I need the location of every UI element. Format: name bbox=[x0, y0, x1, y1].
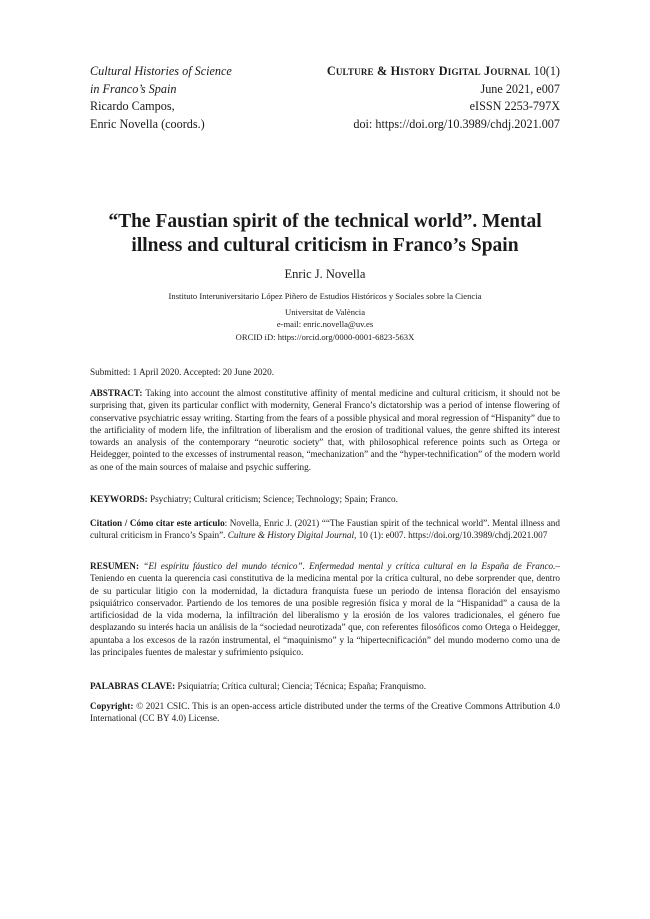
citation-text-2: 10 (1): e007. https://doi.org/10.3989/chdj.2021.007 bbox=[356, 530, 548, 541]
resumen-label: RESUMEN: bbox=[90, 561, 140, 571]
keywords-text: Psychiatry; Cultural criticism; Science; Technology; Spain; Franco. bbox=[149, 494, 398, 504]
author-affiliation bbox=[0, 290, 650, 343]
copyright bbox=[90, 700, 560, 725]
copyright-label: Copyright: bbox=[90, 701, 134, 711]
palabras-text: Psiquiatría; Crítica cultural; Ciencia; Técnica; España; Franquismo. bbox=[177, 681, 427, 691]
palabras-clave bbox=[90, 680, 560, 692]
submission-dates: Submitted: 1 April 2020. Accepted: 20 June 2020. bbox=[90, 367, 274, 377]
book-series-info bbox=[90, 63, 232, 133]
abstract bbox=[90, 387, 560, 473]
journal-name: Culture & History Digital Journal bbox=[326, 64, 531, 78]
author-email[interactable]: e-mail: enric.novella@uv.es bbox=[276, 319, 374, 330]
editor-name-2: Enric Novella (coords.) bbox=[90, 116, 205, 131]
institute: Instituto Interuniversitario López Piñero de Estudios Históricos y Sociales sobre la Ciencia bbox=[168, 291, 482, 301]
keywords bbox=[90, 493, 560, 505]
citation bbox=[90, 517, 560, 542]
title-line-1: “The Faustian spirit of the technical world”. Mental bbox=[108, 211, 542, 232]
series-title-line-2: in Franco’s Spain bbox=[90, 81, 177, 96]
university: Universitat de València bbox=[284, 307, 366, 318]
resumen-text: – Teniendo en cuenta la querencia casi constitutiva de la medicina mental por la crítica cultural, no debe sorprender que, dentro de su particular litigio con la modernidad, la dictadura franquista fuese un periodo de intensa floración del ensayismo psiquiátrico conservador. Partiendo de los temores de una posible regresión física y moral de la “Hispanidad” a causa de la artificiosidad de la vida moderna, la infiltración del liberalismo y la erosión de los valores tradicionales, el género fue desplazando su interés hacia un análisis de la “sociedad neurotizada” que, con referentes filosóficos como Ortega o Heidegger, apuntaba a los excesos de la razón instrumental, el “maquinismo” y la “hipertecnificación” del mundo moderno como una de las principales fuentes de malestar y sufrimiento psíquico. bbox=[90, 561, 561, 658]
keywords-label: KEYWORDS: bbox=[90, 494, 148, 504]
resumen bbox=[90, 560, 560, 658]
citation-label: Citation / Cómo citar este artículo bbox=[90, 518, 225, 528]
journal-info bbox=[327, 63, 560, 133]
citation-text-1: : Novella, Enric J. (2021) ““The Faustian spirit of the technical world”. Mental illness and cultural criticism in Franco’s Spain”. bbox=[90, 518, 560, 541]
resumen-title: “El espíritu fáustico del mundo técnico”. Enfermedad mental y crítica cultural en la España de Franco. bbox=[143, 561, 556, 571]
editor-name-1: Ricardo Campos, bbox=[90, 99, 175, 113]
title-line-2: illness and cultural criticism in Franco’s Spain bbox=[131, 235, 519, 256]
issue-date: June 2021, e007 bbox=[480, 81, 560, 96]
abstract-text: Taking into account the almost constitutive affinity of mental medicine and cultural criticism, it should not be surprising that, given its particular conflict with modernity, General Franco’s dictatorship was a period of intense flowering of conservative psychiatric essay writing. Starting from the fears of a possible physical and moral regression of “Hispanity” due to the artificiality of modern life, the infiltration of liberalism and the erosion of traditional values, the genre shifted its interest towards an analysis of the contemporary “neurotic society” that, with philosophical reference points such as Ortega or Heidegger, pointed to the excesses of instrumental reason, “mechanization” and the “hyper-technification” of the modern world as one of the main sources of malaise and psychic suffering. bbox=[90, 388, 560, 472]
palabras-label: PALABRAS CLAVE: bbox=[90, 681, 176, 691]
author-orcid[interactable]: ORCID iD: https://orcid.org/0000-0001-6823-563X bbox=[235, 331, 415, 342]
copyright-text: © 2021 CSIC. This is an open-access article distributed under the terms of the Creative Commons Attribution 4.0 International (CC BY 4.0) License. bbox=[90, 701, 560, 724]
citation-journal: Culture & History Digital Journal, bbox=[227, 530, 357, 541]
eissn: eISSN 2253-797X bbox=[469, 99, 560, 113]
author-name: Enric J. Novella bbox=[284, 267, 366, 281]
article-doi[interactable]: doi: https://doi.org/10.3989/chdj.2021.007 bbox=[353, 116, 560, 131]
abstract-label: ABSTRACT: bbox=[90, 388, 143, 398]
article-title bbox=[70, 210, 580, 258]
journal-volume: 10(1) bbox=[533, 64, 560, 78]
series-title-line-1: Cultural Histories of Science bbox=[90, 64, 232, 78]
